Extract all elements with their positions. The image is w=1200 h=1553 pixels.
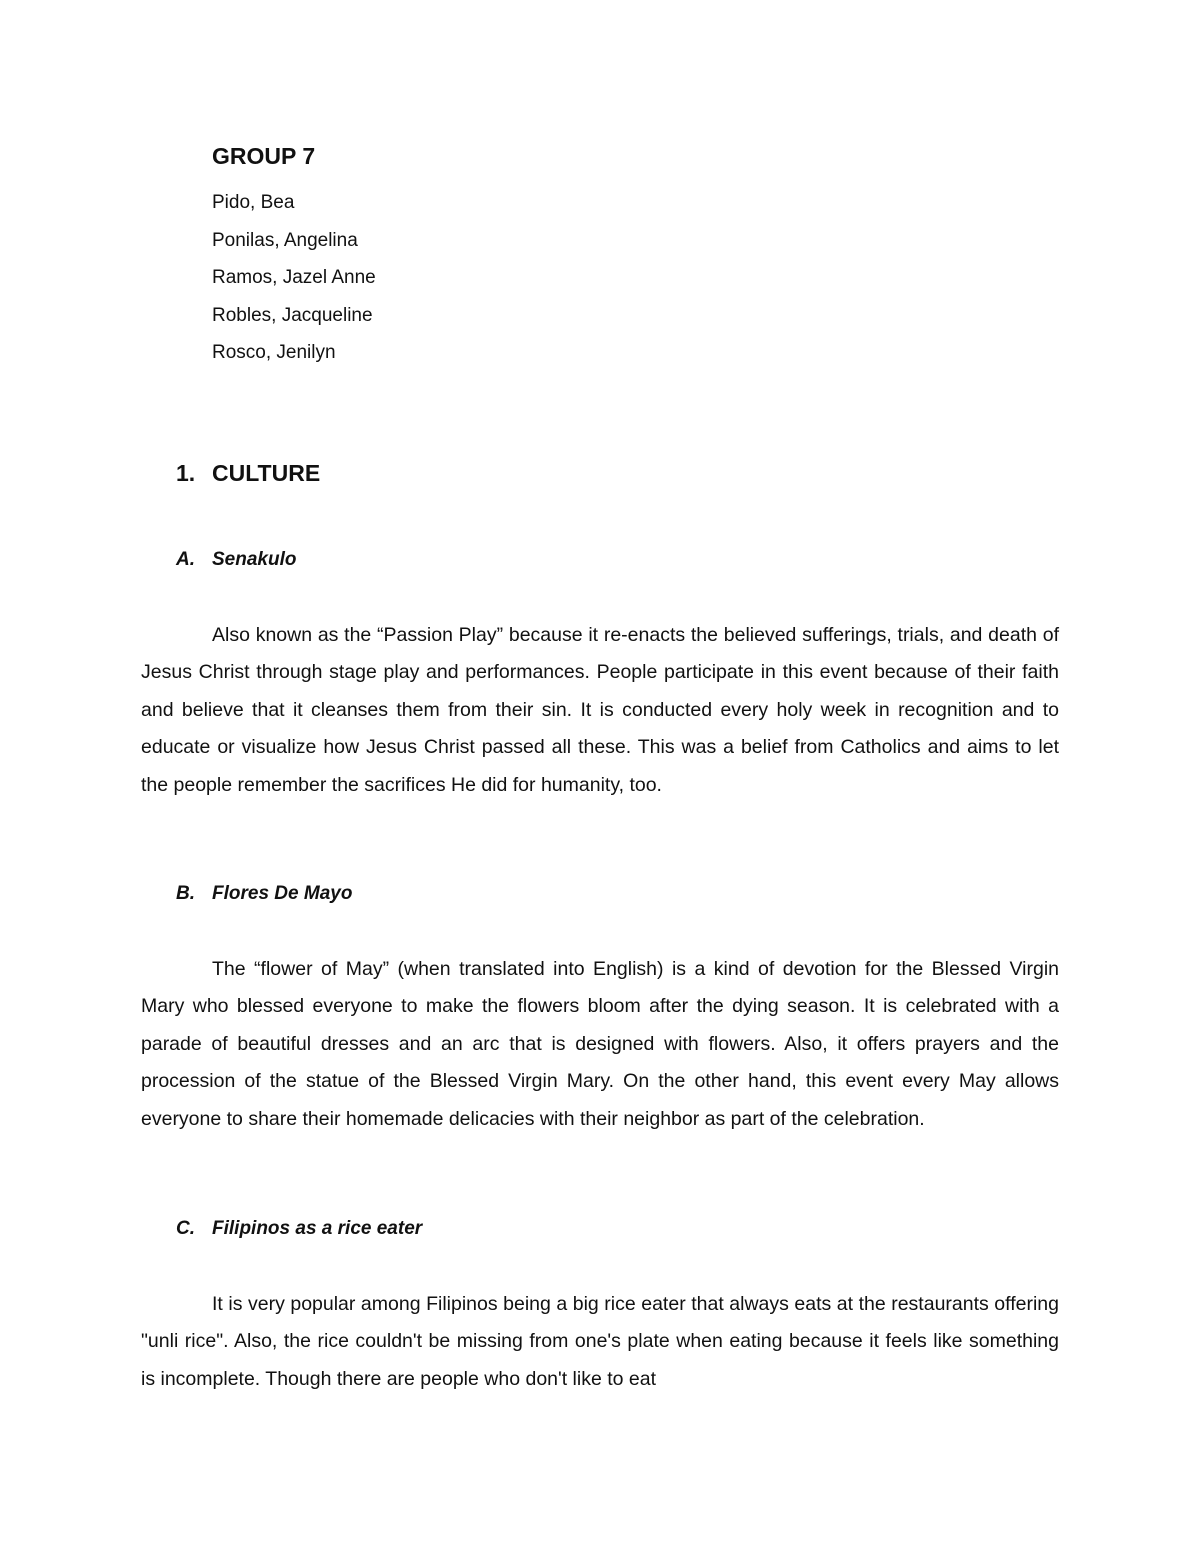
paragraph-senakulo: Also known as the “Passion Play” because it re-enacts the believed sufferings, trials, and death of Jesus Christ through stage play and performances. People participate in this event because of their faith and believe that it cleanses them from their sin. It is conducted every holy week in recognition and to educate or visualize how Jesus Christ passed all these. This was a belief from Catholics and aims to let the people remember the sacrifices He did for humanity, too. [141,624,1059,796]
section-number: 1. [176,460,196,486]
paragraph-flores-de-mayo: The “flower of May” (when translated into English) is a kind of devotion for the Blessed Virgin Mary who blessed everyone to make the flowers bloom after the dying season. It is celebrated with a parade of beautiful dresses and an arc that is designed with flowers. Also, it offers prayers and the procession of the statue of the Blessed Virgin Mary. On the other hand, this event every May allows everyone to share their homemade delicacies with their neighbor as part of the celebration. [141,958,1059,1130]
member-name: Ponilas, Angelina [212,229,358,251]
member-name: Rosco, Jenilyn [212,342,336,363]
subheading-letter: B. [176,883,195,904]
subheading-title: Flores De Mayo [212,883,353,904]
subheading-letter: C. [176,1218,195,1239]
member-list [212,184,376,372]
section-title: CULTURE [212,460,321,486]
member-name: Pido, Bea [212,192,295,213]
subheading-senakulo [176,548,296,572]
subheading-rice-eater [176,1217,422,1241]
paragraph-rice-eater: It is very popular among Filipinos being a big rice eater that always eats at the restaurants offering "unli rice". Also, the rice couldn't be missing from one's plate when eating because it feels like something is incomplete. Though there are people who don't like to eat [141,1293,1059,1390]
section-heading-culture [176,459,320,487]
subheading-title: Senakulo [212,549,297,570]
subheading-flores-de-mayo [176,882,352,906]
group-title: GROUP 7 [212,143,316,169]
subheading-title: Filipinos as a rice eater [212,1218,423,1239]
subheading-letter: A. [176,549,195,570]
member-name: Robles, Jacqueline [212,304,373,326]
member-name: Ramos, Jazel Anne [212,267,376,288]
